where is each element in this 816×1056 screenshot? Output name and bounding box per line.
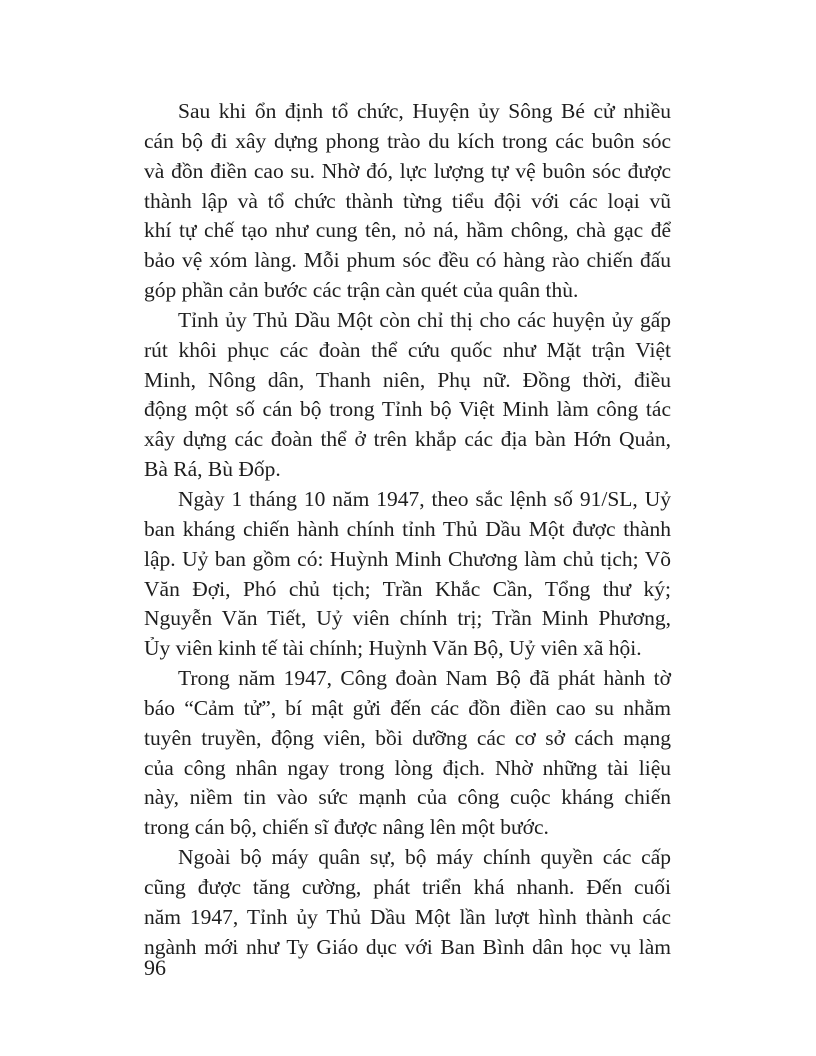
text-line: tuyên truyền, động viên, bồi dưỡng các cơ sở cách mạng: [144, 725, 671, 750]
paragraph: [144, 485, 671, 664]
text-line: Văn Đợi, Phó chủ tịch; Trần Khắc Cần, Tổng thư ký;: [144, 576, 671, 601]
paragraph: [144, 97, 671, 306]
paragraph: [144, 843, 671, 962]
text-line: Bà Rá, Bù Đốp.: [144, 457, 281, 482]
text-line: khí tự chế tạo như cung tên, nỏ ná, hầm chông, chà gạc để: [144, 218, 671, 243]
text-line: Sau khi ổn định tổ chức, Huyện ủy Sông Bé cử nhiều: [178, 99, 671, 123]
text-line: thành lập và tổ chức thành từng tiểu đội với các loại vũ: [144, 188, 671, 213]
text-line: góp phần cản bước các trận càn quét của quân thù.: [144, 278, 579, 303]
text-line: của công nhân ngay trong lòng địch. Nhờ những tài liệu: [144, 755, 671, 780]
text-line: ban kháng chiến hành chính tỉnh Thủ Dầu Một được thành: [144, 516, 671, 541]
text-line: động một số cán bộ trong Tỉnh bộ Việt Minh làm công tác: [144, 397, 671, 422]
text-line: và đồn điền cao su. Nhờ đó, lực lượng tự vệ buôn sóc được: [144, 158, 671, 183]
text-line: Ngày 1 tháng 10 năm 1947, theo sắc lệnh số 91/SL, Uỷ: [178, 486, 671, 511]
text-line: này, niềm tin vào sức mạnh của công cuộc kháng chiến: [144, 785, 671, 810]
page-number: 96: [144, 955, 166, 980]
text-line: Ủy viên kinh tế tài chính; Huỳnh Văn Bộ, Uỷ viên xã hội.: [144, 636, 642, 661]
text-line: ngành mới như Ty Giáo dục với Ban Bình dân học vụ làm: [144, 934, 671, 959]
text-line: trong cán bộ, chiến sĩ được nâng lên một bước.: [144, 815, 549, 840]
text-line: báo “Cảm tử”, bí mật gửi đến các đồn điền cao su nhằm: [144, 695, 671, 720]
text-line: Minh, Nông dân, Thanh niên, Phụ nữ. Đồng thời, điều: [144, 367, 671, 392]
text-line: cũng được tăng cường, phát triển khá nhanh. Đến cuối: [144, 874, 671, 899]
paragraph: [144, 664, 671, 843]
text-line: rút khôi phục các đoàn thể cứu quốc như Mặt trận Việt: [144, 337, 671, 362]
text-line: Trong năm 1947, Công đoàn Nam Bộ đã phát hành tờ: [178, 666, 671, 691]
text-line: bảo vệ xóm làng. Mỗi phum sóc đều có hàng rào chiến đấu: [144, 248, 671, 273]
text-line: Nguyễn Văn Tiết, Uỷ viên chính trị; Trần Minh Phương,: [144, 606, 671, 631]
text-line: năm 1947, Tỉnh ủy Thủ Dầu Một lần lượt hình thành các: [144, 904, 671, 929]
text-line: lập. Uỷ ban gồm có: Huỳnh Minh Chương làm chủ tịch; Võ: [144, 546, 671, 571]
paragraph: [144, 306, 671, 485]
text-line: xây dựng các đoàn thể ở trên khắp các địa bàn Hớn Quản,: [144, 427, 671, 452]
text-line: cán bộ đi xây dựng phong trào du kích trong các buôn sóc: [144, 128, 671, 153]
text-line: Ngoài bộ máy quân sự, bộ máy chính quyền các cấp: [178, 845, 671, 870]
text-line: Tỉnh ủy Thủ Dầu Một còn chỉ thị cho các huyện ủy gấp: [178, 307, 671, 332]
body-text: [144, 97, 671, 962]
